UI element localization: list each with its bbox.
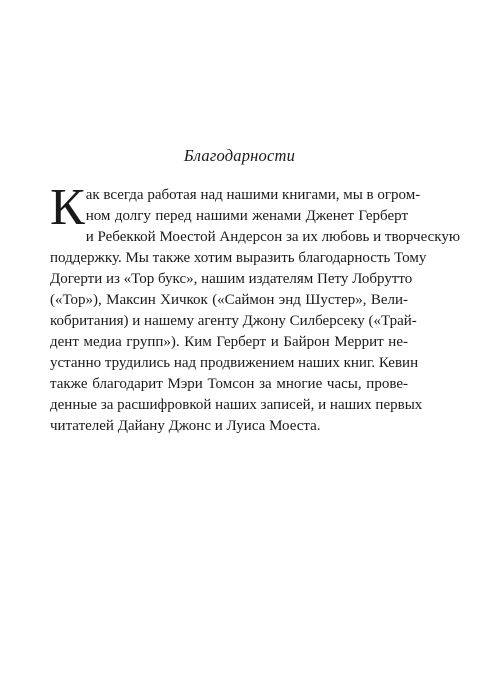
text-line: («Тор»), Максин Хичкок («Саймон энд Шустер», Вели-	[50, 292, 408, 308]
text-line: читателей Дайану Джонс и Луиса Моеста.	[50, 418, 321, 434]
text-line: дент медиа групп»). Ким Герберт и Байрон Меррит не-	[50, 334, 408, 350]
text-line: Догерти из «Тор букс», нашим издателям Пету Лобрутто	[50, 271, 413, 287]
text-line: ак всегда работая над нашими книгами, мы в огром-	[85, 187, 421, 203]
text-line: и Ребеккой Моестой Андерсон за их любовь и творческую	[85, 229, 461, 245]
text-line: кобритания) и нашему агенту Джону Силберсеку («Трай-	[50, 313, 417, 329]
acknowledgements-text	[50, 179, 461, 437]
text-line: устанно трудились над продвижением наших книг. Кевин	[50, 355, 419, 371]
text-line: денные за расшифровкой наших записей, и наших первых	[50, 397, 423, 413]
text-line: ном долгу перед нашими женами Дженет Герберт	[85, 208, 408, 224]
text-line: поддержку. Мы также хотим выразить благодарность Тому	[50, 250, 427, 266]
drop-cap: К	[50, 179, 85, 236]
text-line: также благодарит Мэри Томсон за многие часы, прове-	[50, 376, 408, 392]
page-title: Благодарности	[183, 146, 296, 165]
